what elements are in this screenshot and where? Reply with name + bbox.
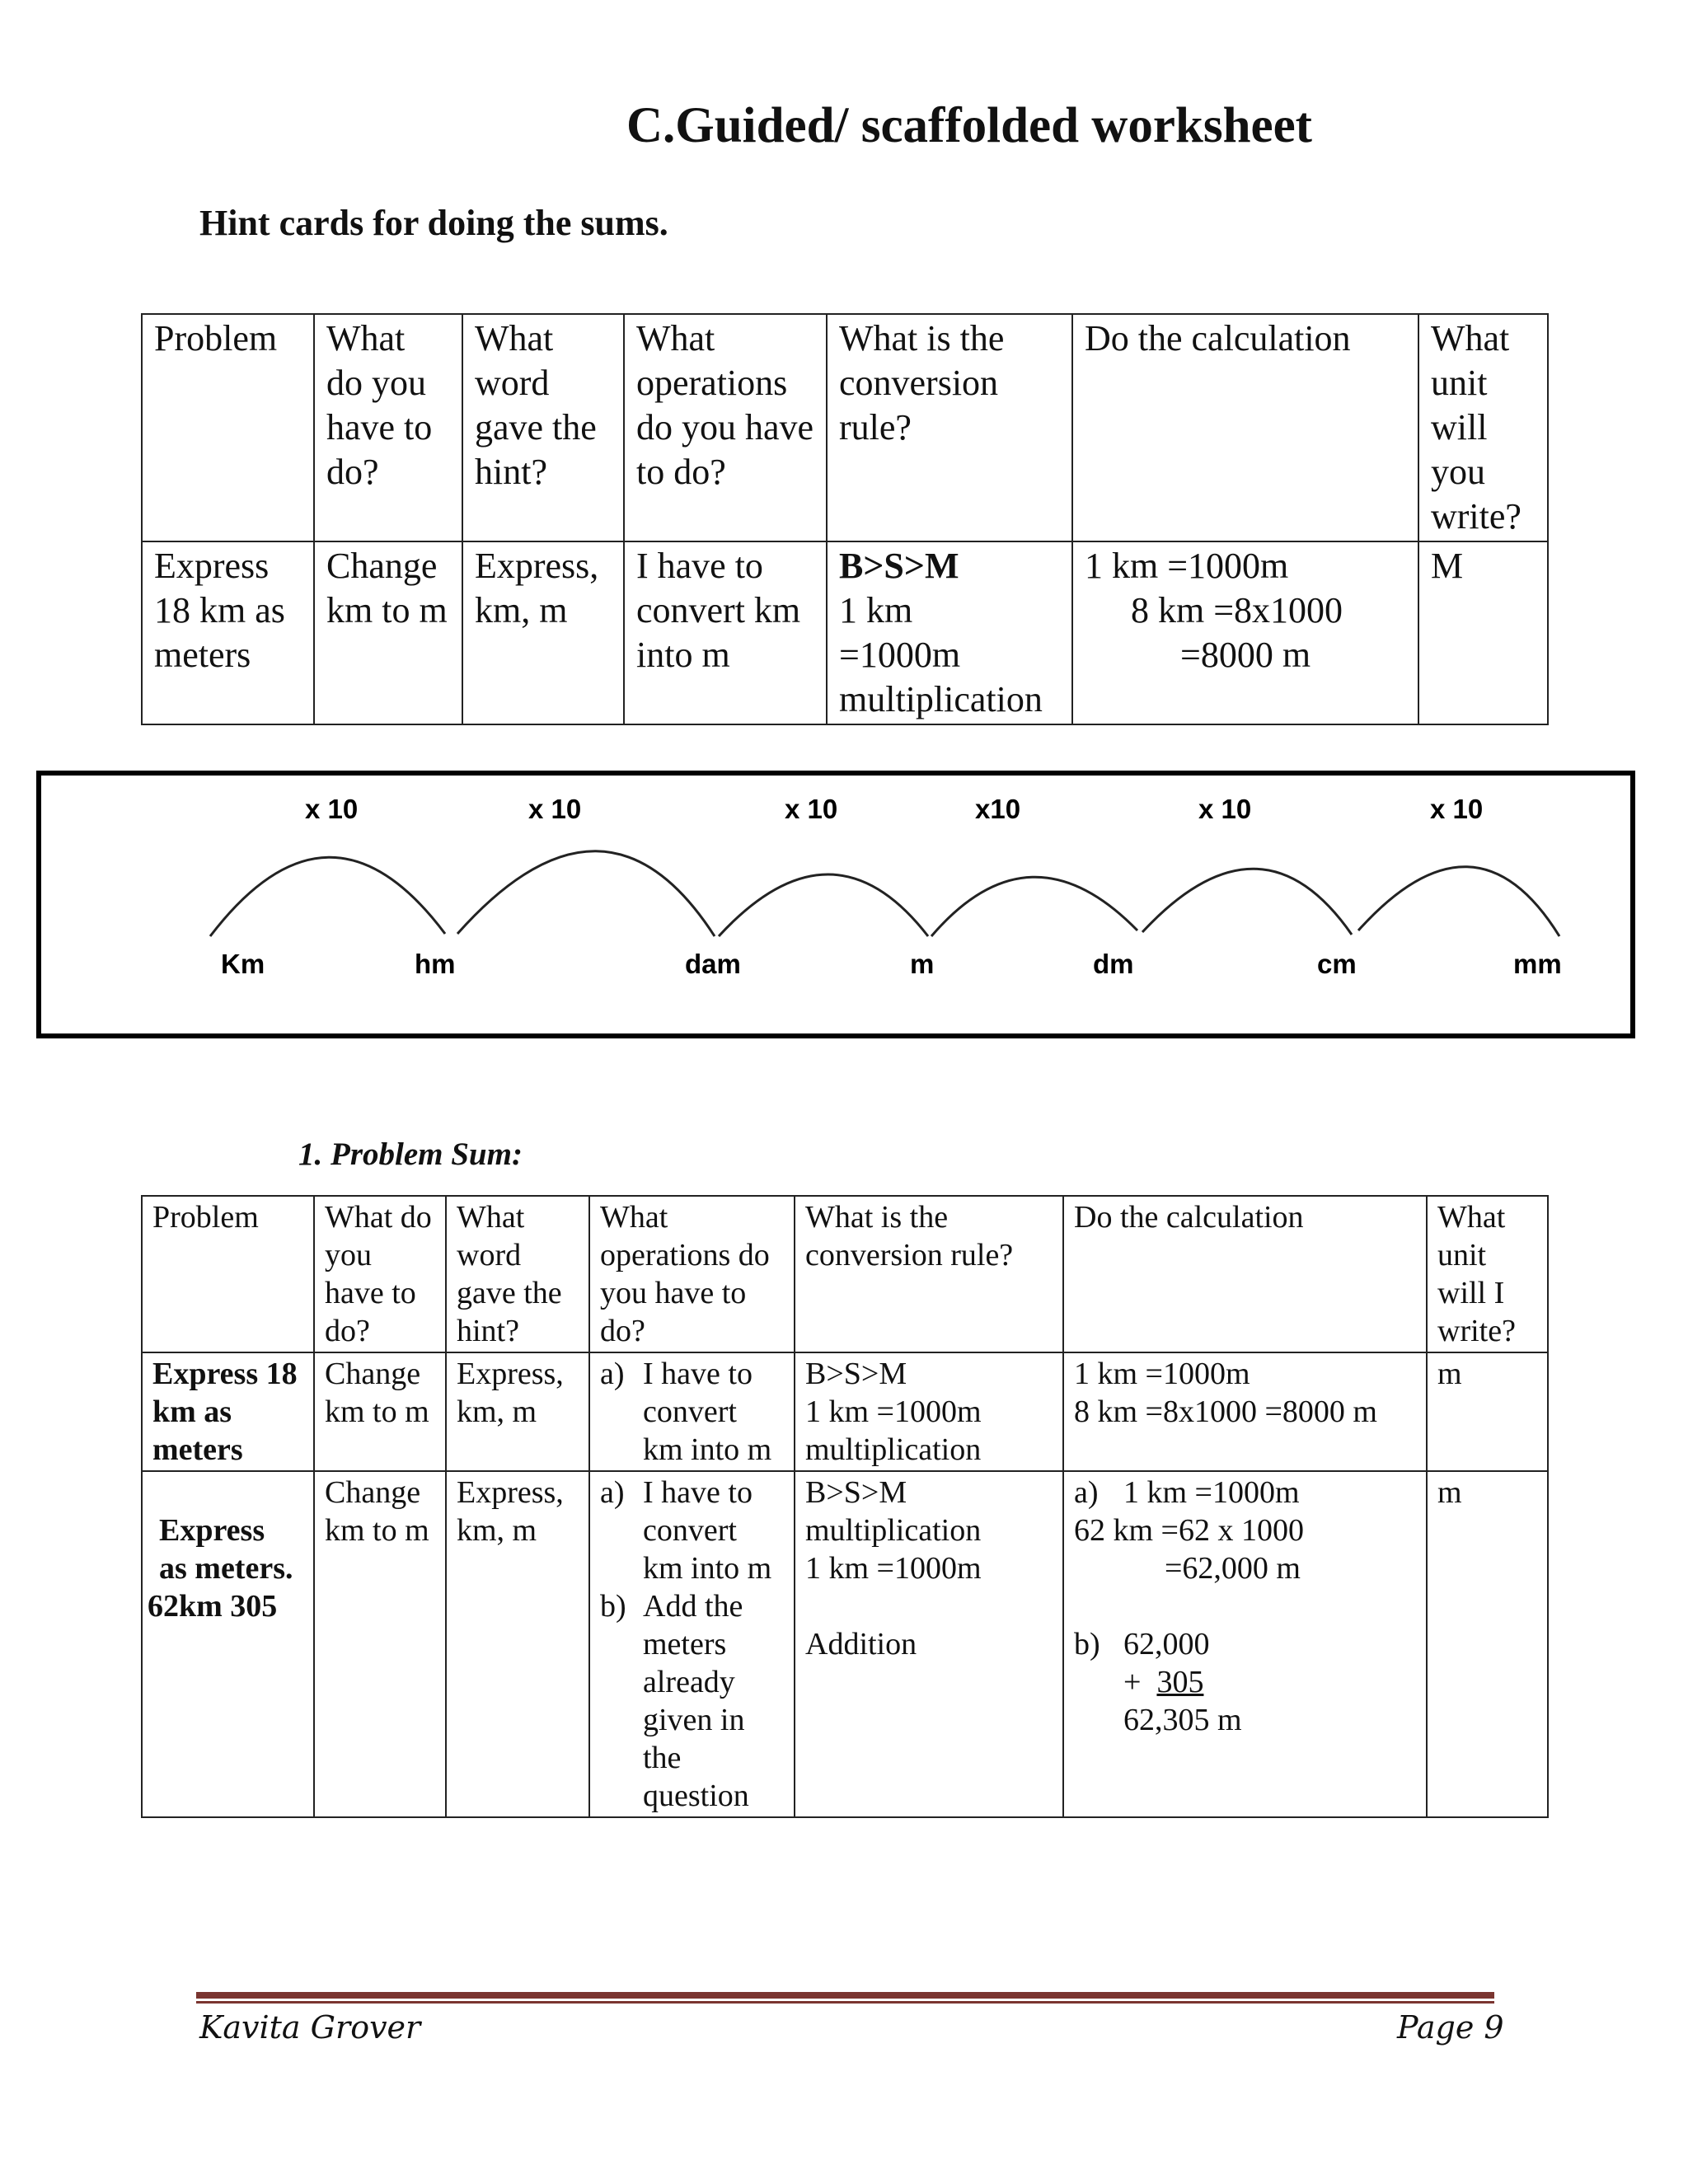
- table-row: [142, 1471, 1548, 1817]
- rule-line: Addition: [805, 1627, 917, 1661]
- cell-rule: [827, 541, 1072, 724]
- arc-km-hm: [210, 857, 445, 936]
- arc-dm-cm: [1142, 869, 1352, 935]
- hint-card-table: [141, 313, 1549, 725]
- cell-unit: m: [1427, 1352, 1548, 1471]
- rule-line: 1 km: [839, 590, 913, 630]
- calc-step-a: [1074, 1474, 1416, 1511]
- footer-author: Kavita Grover: [199, 2009, 421, 2046]
- cell-problem: Express 18 km as meters: [142, 541, 314, 724]
- table-row: [142, 1352, 1548, 1471]
- header-hint-word: What word gave the hint?: [446, 1196, 589, 1352]
- cell-problem: Express 18 km as meters: [142, 1352, 314, 1471]
- cell-operations: [589, 1471, 795, 1817]
- cell-operations: [589, 1352, 795, 1471]
- cell-todo: Change km to m: [314, 1352, 446, 1471]
- calc-line: 62 km =62 x 1000: [1074, 1513, 1304, 1548]
- unit-label-mm: mm: [1513, 949, 1562, 979]
- rule-line: multiplication: [805, 1432, 982, 1467]
- page-title: C.Guided/ scaffolded worksheet: [626, 98, 1312, 153]
- header-rule: What is the conversion rule?: [827, 314, 1072, 541]
- calc-addend: 305: [1156, 1665, 1204, 1699]
- calc-line: 1 km =1000m: [1123, 1475, 1300, 1510]
- calc-line: =62,000 m: [1165, 1551, 1301, 1586]
- list-item: [600, 1587, 784, 1815]
- plus-sign: +: [1123, 1665, 1142, 1699]
- cell-rule: [795, 1471, 1063, 1817]
- calc-line: 1 km =1000m: [1074, 1357, 1250, 1391]
- calc-step-b: [1074, 1625, 1416, 1663]
- list-text: I have to convert km into m: [643, 1357, 772, 1467]
- rule-line: =1000m: [839, 635, 961, 675]
- unit-label-cm: cm: [1317, 949, 1357, 979]
- header-todo: What do you have to do?: [314, 1196, 446, 1352]
- header-rule: What is the conversion rule?: [795, 1196, 1063, 1352]
- rule-order: B>S>M: [839, 546, 959, 586]
- cell-hint-word: Express, km, m: [462, 541, 624, 724]
- rule-line: B>S>M: [805, 1475, 907, 1510]
- operations-list: [600, 1474, 784, 1815]
- header-problem: Problem: [142, 1196, 314, 1352]
- calc-line: =8000 m: [1180, 635, 1311, 675]
- problem-line: Express: [159, 1513, 265, 1548]
- unit-label-m: m: [910, 949, 935, 979]
- multiplier-label: x10: [975, 794, 1021, 824]
- multiplier-label: x 10: [785, 794, 838, 824]
- cell-hint-word: Express, km, m: [446, 1471, 589, 1817]
- calc-line: 8 km =8x1000: [1131, 590, 1343, 630]
- list-text: I have to convert km into m: [643, 1475, 772, 1586]
- unit-label-dm: dm: [1093, 949, 1134, 979]
- multiplier-label: x 10: [1430, 794, 1484, 824]
- header-unit: What unit will I write?: [1427, 1196, 1548, 1352]
- table-row: [142, 541, 1548, 724]
- unit-label-hm: hm: [415, 949, 456, 979]
- cell-calculation: [1072, 541, 1418, 724]
- header-problem: Problem: [142, 314, 314, 541]
- header-hint-word: What word gave the hint?: [462, 314, 624, 541]
- table-header-row: [142, 314, 1548, 541]
- cell-calculation: [1063, 1471, 1427, 1817]
- cell-unit: M: [1418, 541, 1548, 724]
- problem-line: 62km 305: [148, 1589, 278, 1624]
- calc-marker: a): [1074, 1475, 1099, 1510]
- rule-line: B>S>M: [805, 1357, 907, 1391]
- problem-sum-table: [141, 1195, 1549, 1818]
- arc-dam-m: [719, 874, 928, 936]
- rule-line: multiplication: [839, 679, 1043, 719]
- cell-operations: I have to convert km into m: [624, 541, 827, 724]
- list-item: [600, 1355, 784, 1469]
- table-header-row: [142, 1196, 1548, 1352]
- unit-label-km: Km: [221, 949, 265, 979]
- arc-cm-mm: [1358, 867, 1559, 936]
- footer-divider-thin: [196, 2001, 1494, 2004]
- header-operations: What operations do you have to do?: [589, 1196, 795, 1352]
- cell-problem: [142, 1471, 314, 1817]
- list-item: [600, 1474, 784, 1587]
- cell-rule: [795, 1352, 1063, 1471]
- cell-unit: m: [1427, 1471, 1548, 1817]
- calc-marker: b): [1074, 1627, 1100, 1661]
- hint-cards-heading: Hint cards for doing the sums.: [199, 203, 668, 243]
- list-marker: a): [600, 1475, 625, 1510]
- calc-line: 1 km =1000m: [1085, 546, 1289, 586]
- rule-line: multiplication: [805, 1513, 982, 1548]
- list-marker: b): [600, 1589, 626, 1624]
- header-todo: What do you have to do?: [314, 314, 462, 541]
- arc-m-dm: [931, 877, 1137, 936]
- header-calculation: Do the calculation: [1072, 314, 1418, 541]
- multiplier-label: x 10: [305, 794, 359, 824]
- cell-todo: Change km to m: [314, 541, 462, 724]
- multiplier-label: x 10: [1198, 794, 1252, 824]
- header-operations: What operations do you have to do?: [624, 314, 827, 541]
- header-unit: What unit will you write?: [1418, 314, 1548, 541]
- problem-line: as meters.: [159, 1551, 293, 1586]
- cell-calculation: [1063, 1352, 1427, 1471]
- calc-addend-line: [1074, 1663, 1416, 1701]
- list-marker: a): [600, 1357, 625, 1391]
- calc-line: 62,000: [1123, 1627, 1210, 1661]
- cell-todo: Change km to m: [314, 1471, 446, 1817]
- calc-line: 8 km =8x1000 =8000 m: [1074, 1394, 1377, 1429]
- arc-hm-dam: [457, 851, 715, 936]
- cell-hint-word: Express, km, m: [446, 1352, 589, 1471]
- calc-result: 62,305 m: [1123, 1703, 1242, 1737]
- footer-divider: [196, 1992, 1494, 1999]
- operations-list: [600, 1355, 784, 1469]
- unit-conversion-diagram: [36, 771, 1635, 1038]
- rule-line: 1 km =1000m: [805, 1551, 982, 1586]
- list-text: Add the meters already given in the question: [643, 1589, 749, 1813]
- multiplier-label: x 10: [528, 794, 582, 824]
- rule-line: 1 km =1000m: [805, 1394, 982, 1429]
- problem-sum-heading: 1. Problem Sum:: [298, 1137, 523, 1172]
- unit-label-dam: dam: [685, 949, 741, 979]
- header-calculation: Do the calculation: [1063, 1196, 1427, 1352]
- footer-page-number: Page 9: [1397, 2009, 1504, 2046]
